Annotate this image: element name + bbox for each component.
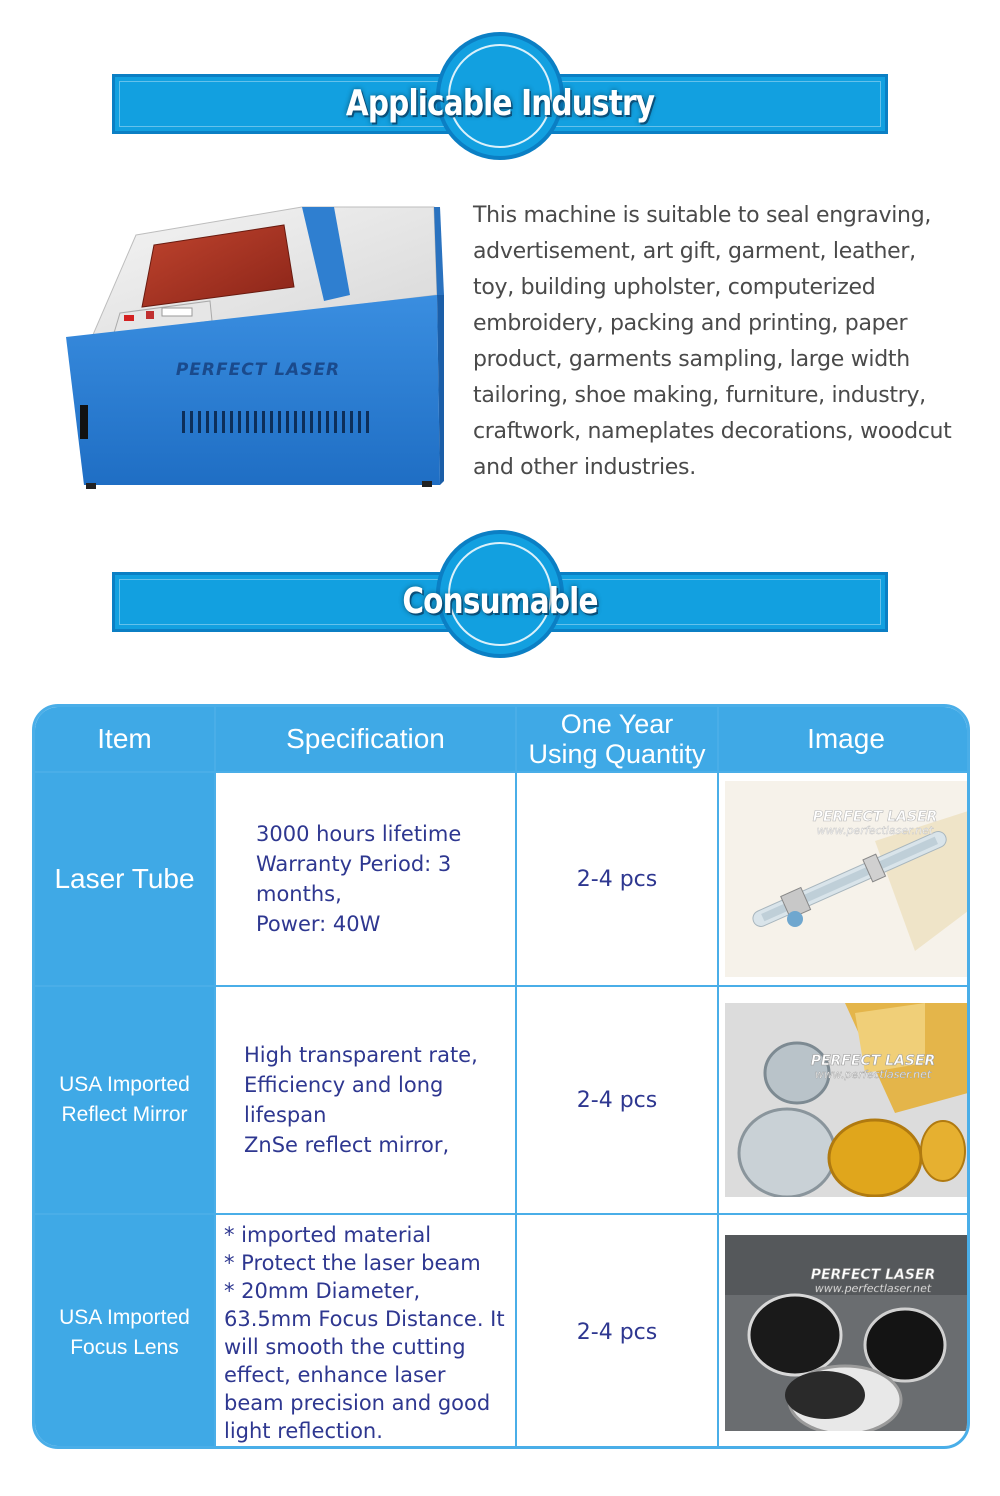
spec-reflect-mirror (215, 986, 516, 1214)
focus-lens-photo (725, 1235, 968, 1431)
spec-line: * imported material (224, 1222, 432, 1247)
image-reflect-mirror (718, 986, 970, 1214)
applicable-industry-banner (0, 32, 1000, 182)
spec-focus-lens (215, 1214, 516, 1449)
spec-line: 3000 hours lifetime (256, 822, 462, 846)
spec-line: High transparent rate, (244, 1043, 478, 1067)
industry-description: This machine is suitable to seal engraving, advertisement, art gift, garment, leather, toy, building upholster, computerized embroidery, packing and printing, paper product, garments sampling, large width tailoring, shoe making, furniture, industry, craftwork, nameplates decorations, woodcut and other industries. (473, 203, 952, 480)
spec-line: * 20mm Diameter, (224, 1278, 421, 1303)
reflect-mirror-photo (725, 1003, 968, 1197)
spec-line: lifespan (244, 1103, 327, 1127)
table-row (35, 986, 970, 1214)
item-line: USA Imported (59, 1073, 190, 1096)
spec-line: light reflection. (224, 1418, 383, 1443)
watermark-url: www.perfectlaser.net (814, 1068, 931, 1081)
header-quantity-line1: One Year (560, 709, 674, 739)
applicable-industry-title: Applicable Industry (345, 83, 655, 124)
laser-machine-image (62, 195, 447, 495)
qty-focus-lens: 2-4 pcs (516, 1214, 718, 1449)
machine-brand: PERFECT LASER (175, 360, 341, 380)
header-quantity-line2: Using Quantity (528, 739, 706, 769)
watermark-url: www.perfectlaser.net (816, 824, 933, 837)
image-laser-tube (718, 772, 970, 986)
qty-laser-tube: 2-4 pcs (516, 772, 718, 986)
spec-line: Efficiency and long (244, 1073, 444, 1097)
item-laser-tube: Laser Tube (35, 772, 215, 986)
table-row (35, 1214, 970, 1449)
table-header-row (35, 707, 970, 772)
watermark-brand: PERFECT LASER (812, 809, 937, 825)
item-reflect-mirror (35, 986, 215, 1214)
spec-line: months, (256, 882, 342, 906)
header-specification: Specification (215, 707, 516, 772)
spec-line: beam precision and good (224, 1390, 491, 1415)
item-line: Focus Lens (70, 1335, 179, 1359)
consumable-title: Consumable (402, 581, 598, 622)
item-line: Reflect Mirror (61, 1103, 188, 1126)
consumable-banner (0, 530, 1000, 680)
header-image: Image (718, 707, 970, 772)
spec-line: ZnSe reflect mirror, (244, 1133, 450, 1157)
laser-tube-photo (725, 781, 968, 977)
spec-laser-tube (215, 772, 516, 986)
spec-line: effect, enhance laser (224, 1362, 446, 1387)
watermark-url: www.perfectlaser.net (814, 1281, 931, 1295)
item-line: USA Imported (59, 1305, 190, 1329)
spec-line: Power: 40W (256, 912, 381, 936)
spec-line: Warranty Period: 3 (256, 852, 452, 876)
spec-line: will smooth the cutting (224, 1334, 466, 1359)
consumable-table (32, 704, 970, 1449)
header-item: Item (35, 707, 215, 772)
item-focus-lens (35, 1214, 215, 1449)
header-quantity (516, 707, 718, 772)
image-focus-lens (718, 1214, 970, 1449)
qty-reflect-mirror: 2-4 pcs (516, 986, 718, 1214)
watermark-brand: PERFECT LASER (810, 1053, 935, 1069)
table-row (35, 772, 970, 986)
watermark-brand: PERFECT LASER (810, 1266, 935, 1283)
spec-line: 63.5mm Focus Distance. It (224, 1306, 505, 1331)
spec-line: * Protect the laser beam (224, 1250, 481, 1275)
